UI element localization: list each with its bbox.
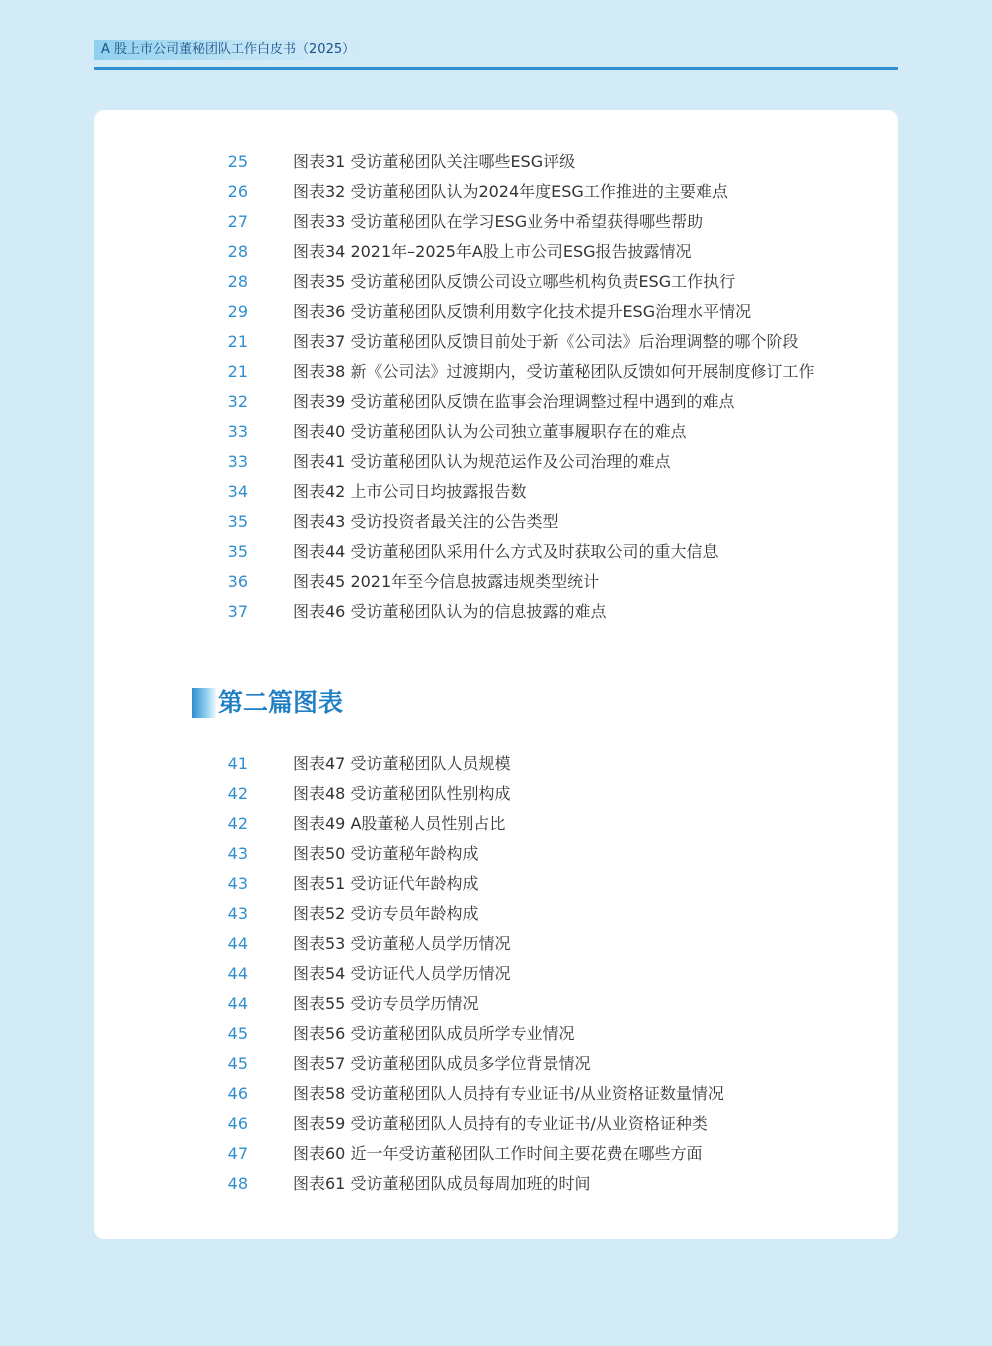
toc-page-number: 27 [227, 212, 248, 231]
header-divider [94, 67, 898, 70]
toc-entry[interactable] [94, 177, 898, 207]
toc-entry[interactable] [94, 477, 898, 507]
toc-entry[interactable] [94, 207, 898, 237]
toc-card [94, 110, 898, 1239]
toc-entry[interactable] [94, 297, 898, 327]
toc-page-number: 28 [227, 242, 248, 261]
toc-entry-title: 图表34 2021年–2025年A股上市公司ESG报告披露情况 [293, 242, 692, 261]
toc-list-part2 [94, 749, 898, 1199]
toc-page-number: 45 [227, 1024, 248, 1043]
running-header [94, 38, 898, 70]
toc-entry-title: 图表36 受访董秘团队反馈利用数字化技术提升ESG治理水平情况 [293, 302, 752, 321]
toc-entry[interactable] [94, 237, 898, 267]
toc-page-number: 41 [227, 754, 248, 773]
toc-entry-title: 图表44 受访董秘团队采用什么方式及时获取公司的重大信息 [293, 542, 719, 561]
toc-page-number: 47 [227, 1144, 248, 1163]
toc-entry-title: 图表57 受访董秘团队成员多学位背景情况 [293, 1054, 591, 1073]
toc-entry[interactable] [94, 929, 898, 959]
toc-entry[interactable] [94, 749, 898, 779]
toc-entry[interactable] [94, 417, 898, 447]
toc-entry-title: 图表53 受访董秘人员学历情况 [293, 934, 511, 953]
toc-page-number: 35 [227, 512, 248, 531]
toc-entry-title: 图表31 受访董秘团队关注哪些ESG评级 [293, 152, 576, 171]
toc-entry-title: 图表41 受访董秘团队认为规范运作及公司治理的难点 [293, 452, 671, 471]
toc-entry[interactable] [94, 779, 898, 809]
toc-entry-title: 图表33 受访董秘团队在学习ESG业务中希望获得哪些帮助 [293, 212, 704, 231]
toc-entry[interactable] [94, 1019, 898, 1049]
toc-entry-title: 图表52 受访专员年龄构成 [293, 904, 479, 923]
toc-page-number: 43 [227, 844, 248, 863]
toc-page-number: 33 [227, 422, 248, 441]
toc-entry-title: 图表54 受访证代人员学历情况 [293, 964, 511, 983]
toc-entry-title: 图表61 受访董秘团队成员每周加班的时间 [293, 1174, 591, 1193]
toc-page-number: 26 [227, 182, 248, 201]
toc-entry-title: 图表46 受访董秘团队认为的信息披露的难点 [293, 602, 607, 621]
toc-entry[interactable] [94, 447, 898, 477]
toc-entry[interactable] [94, 1079, 898, 1109]
toc-page-number: 44 [227, 934, 248, 953]
toc-entry-title: 图表49 A股董秘人员性别占比 [293, 814, 506, 833]
toc-page-number: 29 [227, 302, 248, 321]
toc-entry-title: 图表35 受访董秘团队反馈公司设立哪些机构负责ESG工作执行 [293, 272, 736, 291]
toc-page-number: 34 [227, 482, 248, 501]
toc-page-number: 43 [227, 874, 248, 893]
toc-page-number: 44 [227, 964, 248, 983]
toc-entry[interactable] [94, 869, 898, 899]
toc-entry[interactable] [94, 597, 898, 627]
toc-page-number: 32 [227, 392, 248, 411]
toc-page-number: 46 [227, 1084, 248, 1103]
toc-page-number: 21 [227, 332, 248, 351]
toc-entry-title: 图表32 受访董秘团队认为2024年度ESG工作推进的主要难点 [293, 182, 728, 201]
toc-page-number: 45 [227, 1054, 248, 1073]
toc-entry[interactable] [94, 387, 898, 417]
toc-entry[interactable] [94, 1049, 898, 1079]
toc-entry-title: 图表58 受访董秘团队人员持有专业证书/从业资格证数量情况 [293, 1084, 724, 1103]
document-title: A 股上市公司董秘团队工作白皮书（2025） [94, 40, 365, 60]
toc-entry[interactable] [94, 537, 898, 567]
toc-entry-title: 图表59 受访董秘团队人员持有的专业证书/从业资格证种类 [293, 1114, 708, 1133]
toc-entry[interactable] [94, 147, 898, 177]
toc-page-number: 21 [227, 362, 248, 381]
toc-entry-title: 图表42 上市公司日均披露报告数 [293, 482, 527, 501]
toc-entry-title: 图表39 受访董秘团队反馈在监事会治理调整过程中遇到的难点 [293, 392, 735, 411]
toc-entry[interactable] [94, 809, 898, 839]
toc-entry-title: 图表55 受访专员学历情况 [293, 994, 479, 1013]
toc-page-number: 33 [227, 452, 248, 471]
toc-entry[interactable] [94, 1169, 898, 1199]
toc-entry[interactable] [94, 1109, 898, 1139]
toc-entry-title: 图表45 2021年至今信息披露违规类型统计 [293, 572, 600, 591]
toc-entry-title: 图表37 受访董秘团队反馈目前处于新《公司法》后治理调整的哪个阶段 [293, 332, 799, 351]
toc-entry-title: 图表51 受访证代年龄构成 [293, 874, 479, 893]
toc-entry-title: 图表50 受访董秘年龄构成 [293, 844, 479, 863]
toc-list-part1 [94, 147, 898, 627]
toc-entry-title: 图表47 受访董秘团队人员规模 [293, 754, 511, 773]
toc-page-number: 44 [227, 994, 248, 1013]
toc-entry[interactable] [94, 959, 898, 989]
toc-page-number: 36 [227, 572, 248, 591]
toc-entry[interactable] [94, 327, 898, 357]
toc-page-number: 48 [227, 1174, 248, 1193]
section-title: 第二篇图表 [218, 688, 344, 717]
toc-page-number: 43 [227, 904, 248, 923]
toc-page-number: 42 [227, 784, 248, 803]
toc-entry-title: 图表60 近一年受访董秘团队工作时间主要花费在哪些方面 [293, 1144, 703, 1163]
toc-page-number: 42 [227, 814, 248, 833]
section-marker [192, 688, 216, 718]
toc-entry[interactable] [94, 839, 898, 869]
toc-page-number: 46 [227, 1114, 248, 1133]
toc-entry[interactable] [94, 507, 898, 537]
toc-entry[interactable] [94, 267, 898, 297]
toc-entry-title: 图表43 受访投资者最关注的公告类型 [293, 512, 559, 531]
toc-entry-title: 图表40 受访董秘团队认为公司独立董事履职存在的难点 [293, 422, 687, 441]
toc-page-number: 35 [227, 542, 248, 561]
toc-entry[interactable] [94, 1139, 898, 1169]
toc-entry-title: 图表56 受访董秘团队成员所学专业情况 [293, 1024, 575, 1043]
toc-page-number: 37 [227, 602, 248, 621]
toc-entry-title: 图表48 受访董秘团队性别构成 [293, 784, 511, 803]
toc-entry[interactable] [94, 989, 898, 1019]
toc-entry[interactable] [94, 357, 898, 387]
toc-entry-title: 图表38 新《公司法》过渡期内，受访董秘团队反馈如何开展制度修订工作 [293, 362, 815, 381]
toc-entry[interactable] [94, 899, 898, 929]
toc-entry[interactable] [94, 567, 898, 597]
toc-page-number: 25 [227, 152, 248, 171]
toc-page-number: 28 [227, 272, 248, 291]
